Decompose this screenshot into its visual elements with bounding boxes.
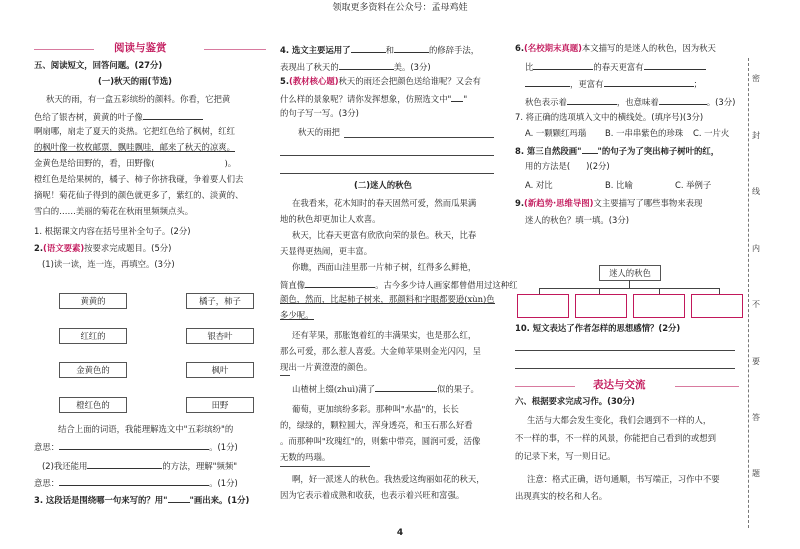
passage2-line: 颜色，然而，比起柿子树来，那颜料和字眼都要逊(xùn)色 — [280, 294, 495, 304]
answer-blank[interactable] — [143, 111, 203, 120]
question-6-line3: ，更富有 ； — [525, 78, 702, 88]
title-rule-right — [675, 386, 739, 387]
seal-char: 内 — [752, 244, 760, 253]
seal-char: 题 — [752, 469, 760, 478]
column-left — [34, 0, 266, 549]
question-2: 2.(语文要素)按要求完成题目。(5分) — [34, 243, 172, 253]
mindmap-connector — [629, 280, 630, 288]
passage2-line: 无数的玛瑙。 — [280, 452, 331, 462]
answer-line[interactable] — [344, 137, 494, 138]
section-title-reading: 阅读与鉴赏 — [114, 42, 167, 54]
passage2-line: 的，绿绿的，颗粒圆大，浑身透亮，和玉石那么好看 — [280, 420, 473, 430]
question-8: 8. 第三自然段画" "的句子为了突出柿子树叶的红， — [515, 146, 720, 156]
passage2-line: 。而那种叫"玫瑰红"的，则紫中带亮，圆润可爱，活像 — [280, 436, 481, 446]
passage1-title: (一)秋天的雨(节选) — [98, 76, 172, 86]
seal-line — [748, 58, 749, 528]
answer-blank[interactable] — [604, 78, 694, 87]
question-9-line2: 迷人的秋色？填一填。(3分) — [525, 215, 629, 225]
answer-line-short — [280, 375, 290, 376]
column-middle — [280, 0, 518, 549]
passage2-line: 山楂树上缀(zhuì)满了 似的果子。 — [292, 384, 479, 394]
question-2-meaning: 意思： 。(1分) — [34, 442, 238, 452]
answer-blank[interactable] — [375, 383, 437, 392]
question-8-option[interactable]: B. 比喻 — [605, 180, 633, 190]
answer-blank[interactable] — [525, 78, 570, 87]
question-6-line2: 比 的春天更富有 — [525, 61, 706, 71]
question-6-line4: 秋色表示着 ，也意味着 。(3分) — [525, 97, 736, 107]
passage1-line: 雪白的……美丽的菊花在秋雨里频频点头。 — [34, 206, 194, 216]
answer-blank[interactable] — [567, 96, 617, 105]
answer-line[interactable] — [280, 155, 494, 156]
answer-blank[interactable] — [305, 279, 375, 288]
mindmap-answer-box[interactable] — [691, 294, 743, 318]
passage2-line: 你瞧，西面山洼里那一片柿子树，红得多么鲜艳， — [292, 262, 477, 272]
answer-line[interactable] — [280, 173, 494, 174]
mindmap-answer-box[interactable] — [517, 294, 569, 318]
mindmap-answer-box[interactable] — [633, 294, 685, 318]
question-4: 4. 选文主要运用了 和 的修辞手法， — [280, 45, 480, 55]
match-word-right[interactable]: 田野 — [186, 397, 254, 413]
passage1-line: 橙红色是给果树的，橘子、柿子你挤我碰，争着要人们去 — [34, 174, 244, 184]
seal-char: 封 — [752, 131, 760, 140]
match-word-left[interactable]: 金黄色的 — [59, 362, 127, 378]
answer-blank[interactable] — [659, 96, 707, 105]
question-7: 7. 将正确的选项填入文中的横线处。(填序号)(3分) — [515, 112, 704, 122]
passage2-line: 秋天，比春天更富有欣欣向荣的景色。秋天，比春 — [292, 230, 477, 240]
passage2-line: 因为它表示着成熟和收获，也表示着兴旺和富强。 — [280, 490, 465, 500]
seal-char: 答 — [752, 413, 760, 422]
question-8-option[interactable]: A. 对比 — [525, 180, 553, 190]
question-6: 6.(名校期末真题)本文描写的是迷人的秋色，因为秋天 — [515, 43, 716, 53]
passage2-line: 啊，好一派迷人的秋色。我热爱这绚丽如花的秋天， — [292, 474, 485, 484]
question-5-start: 秋天的雨把 — [298, 127, 340, 137]
passage2-title: (二)迷人的秋色 — [354, 180, 412, 190]
question-2-meaning2: 意思： 。(1分) — [34, 478, 238, 488]
passage1-line: 的枫叶像一枚枚邮票，飘哇飘哇，邮来了秋天的凉爽。 — [34, 142, 235, 152]
column-right — [515, 0, 740, 549]
passage2-line: 在我看来，花木知时的春天固然可爱，然而瓜果满 — [292, 198, 477, 208]
mindmap-root: 迷人的秋色 — [599, 265, 661, 281]
passage2-line: 地的秋色却更加让人欢喜。 — [280, 214, 381, 224]
seal-char: 密 — [752, 74, 760, 83]
title-rule-left — [34, 49, 94, 50]
match-word-right[interactable]: 银杏叶 — [186, 328, 254, 344]
section-title-expression: 表达与交流 — [593, 379, 646, 391]
essay-instruction: 的记录下来，写一则日记。 — [515, 451, 616, 461]
essay-instruction: 不一样的事，不一样的风景，你能把自己看到的或想到 — [515, 433, 716, 443]
passage1-line: 色给了银杏树，黄黄的叶子像 — [34, 111, 203, 121]
answer-blank[interactable] — [87, 460, 162, 469]
question-4-line2: 表现出了秋天的 美。(3分) — [280, 62, 431, 72]
passage2-line: 简直像 。古今多少诗人画家都曾借用过这种红 — [280, 280, 518, 290]
answer-blank[interactable] — [339, 61, 394, 70]
answer-line[interactable] — [515, 368, 735, 369]
question-5: 5.(教材核心题)秋天的雨还会把颜色送给谁呢？又会有 — [280, 76, 481, 86]
question-8-option[interactable]: C. 举例子 — [675, 180, 712, 190]
question-2-combine: 结合上面的词语，我能理解选文中"五彩缤纷"的 — [58, 424, 234, 434]
essay-instruction: 生活与大都会发生变化，我们会遇到不一样的人， — [527, 415, 712, 425]
answer-blank[interactable] — [644, 61, 706, 70]
question-7-option[interactable]: C. 一片火 — [693, 128, 730, 138]
passage1-line: 金黄色是给田野的，看，田野像( )。 — [34, 158, 237, 168]
seal-char: 要 — [752, 357, 760, 366]
answer-line[interactable] — [515, 350, 735, 351]
question-7-option[interactable]: A. 一颗颗红玛瑙 — [525, 128, 587, 138]
question-2-sub1: (1)读一读，连一连，再填空。(3分) — [42, 259, 175, 269]
passage2-line: 天显得更热闹，更丰富。 — [280, 246, 373, 256]
passage2-line: 现出一片黄澄澄的颜色。 — [280, 362, 373, 372]
mindmap-answer-box[interactable] — [575, 294, 627, 318]
question-8-line2: 用的方法是( )(2分) — [525, 161, 610, 171]
passage2-line: 那么可爱，那么惹人喜爱。大金帅苹果则金光闪闪，呈 — [280, 346, 481, 356]
match-word-left[interactable]: 黄黄的 — [59, 293, 127, 309]
part6-title: 六、根据要求完成习作。(30分) — [515, 396, 635, 406]
passage1-line: 啊扇哪，扇走了夏天的炎热。它把红色给了枫树，红红 — [34, 126, 235, 136]
match-word-left[interactable]: 红红的 — [59, 328, 127, 344]
page-number: 4 — [396, 528, 404, 538]
seal-char: 不 — [752, 300, 760, 309]
question-5-line3: 的句子写一写。(3分) — [280, 108, 359, 118]
answer-blank[interactable] — [351, 44, 386, 53]
match-word-left[interactable]: 橙红色的 — [59, 397, 127, 413]
question-10: 10. 短文表达了作者怎样的思想感情？(2分) — [515, 323, 681, 333]
essay-instruction: 出现真实的校名和人名。 — [515, 491, 608, 501]
answer-blank[interactable] — [59, 441, 209, 450]
part5-title: 五、阅读短文，回答问题。(27分) — [34, 60, 163, 70]
passage2-line: 多少呢。 — [280, 310, 314, 320]
title-rule-right — [204, 49, 266, 50]
mindmap-connector — [539, 288, 719, 289]
header-note: 领取更多资料在公众号：孟母鸡娃 — [332, 3, 468, 13]
question-9: 9.(新趋势·思维导图)文主要描写了哪些事物来表现 — [515, 198, 703, 208]
question-7-option[interactable]: B. 一串串紫色的珍珠 — [605, 128, 684, 138]
title-rule-left — [515, 386, 575, 387]
match-word-right[interactable]: 橘子，柿子 — [186, 293, 254, 309]
question-2-sub2: (2)我还能用 的方法，理解"频频" — [42, 461, 238, 471]
answer-blank[interactable] — [394, 44, 429, 53]
answer-line-short — [280, 466, 370, 467]
passage1-line: 摘呢！菊花仙子得到的颜色就更多了，紫红的、淡黄的、 — [34, 190, 244, 200]
match-word-right[interactable]: 枫叶 — [186, 362, 254, 378]
question-5-line2: 什么样的景象呢？请你发挥想象，仿照选文中" " — [280, 94, 468, 104]
passage2-line: 葡萄，更加缤纷多彩。那种叫"水晶"的，长长 — [292, 404, 459, 414]
essay-instruction: 注意：格式正确，语句通顺，书写端正，习作中不要 — [527, 474, 720, 484]
answer-blank[interactable] — [533, 61, 593, 70]
answer-blank[interactable] — [59, 477, 209, 486]
passage2-line: 还有苹果，那胀饱着红的丰满果实，也是那么红， — [292, 330, 477, 340]
question-1: 1. 根据课文内容在括号里补全句子。(2分) — [34, 226, 191, 236]
passage1-line: 秋天的雨，有一盒五彩缤纷的颜料。你看，它把黄 — [46, 94, 231, 104]
question-3: 3. 这段话是围绕哪一句来写的？用" "画出来。(1分) — [34, 495, 250, 505]
seal-char: 线 — [752, 187, 760, 196]
